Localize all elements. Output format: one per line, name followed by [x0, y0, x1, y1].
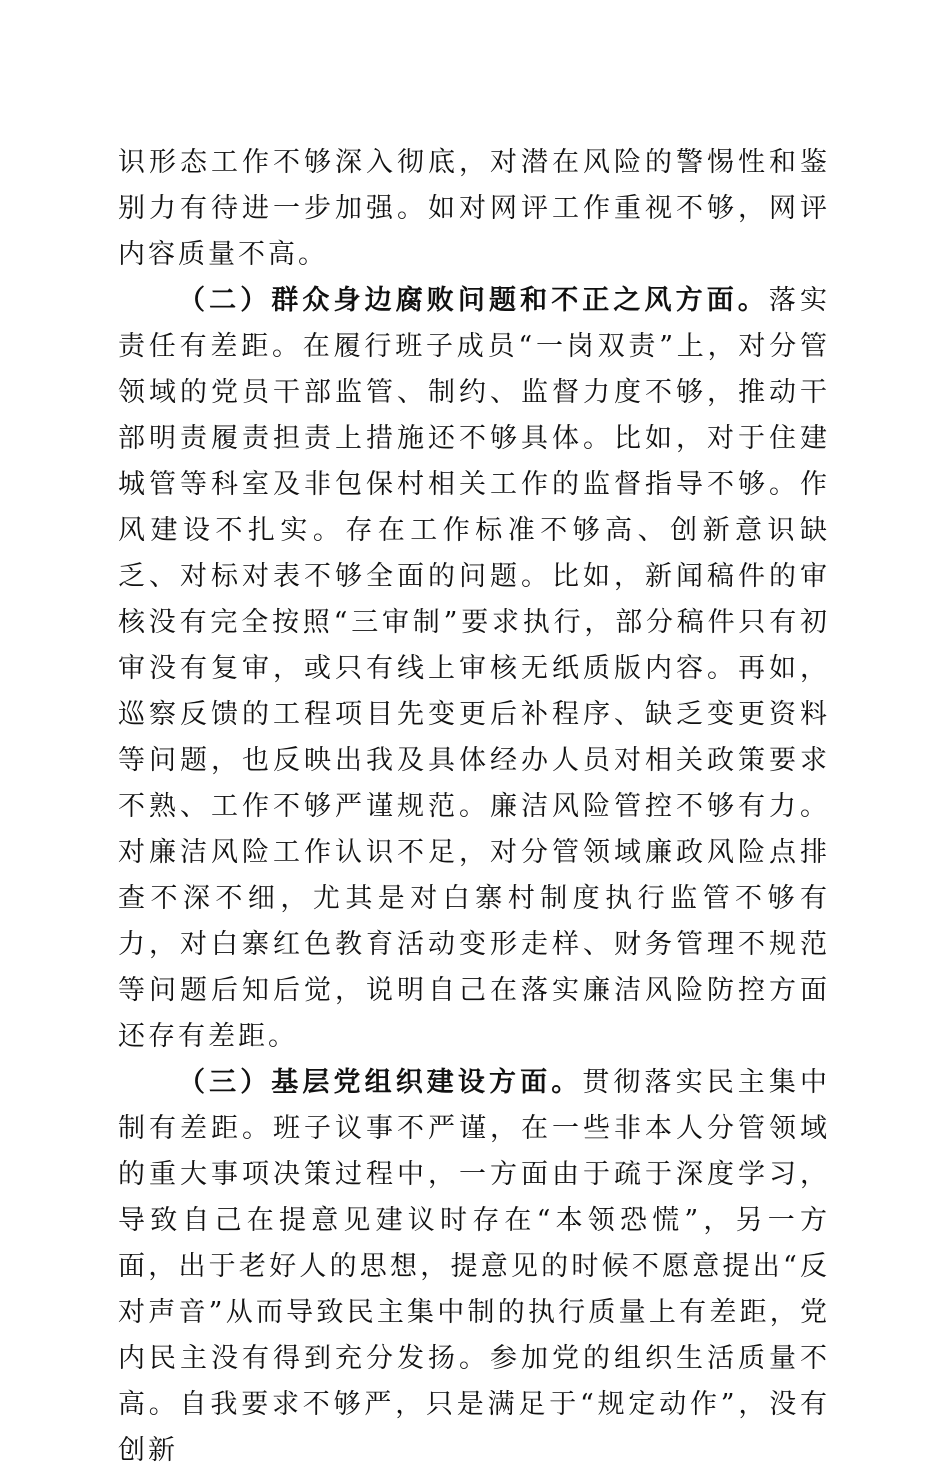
section-heading: （二）群众身边腐败问题和不正之风方面。 — [178, 285, 769, 316]
paragraph-section-2 — [118, 278, 830, 1060]
paragraph-text: 贯彻落实民主集中制有差距。班子议事不严谨，在一些非本人分管领域的重大事项决策过程中，一方面由于疏于深度学习，导致自己在提意见建议时存在“本领恐慌”，另一方面，出于老好人的思想，提意见的时候不愿意提出“反对声音”从而导致民主集中制的执行质量上有差距，党内民主没有得到充分发扬。参加党的组织生活质量不高。自我要求不够严，只是满足于“规定动作”，没有创新 — [118, 1067, 831, 1466]
paragraph-text: 识形态工作不够深入彻底，对潜在风险的警惕性和鉴别力有待进一步加强。如对网评工作重视不够，网评内容质量不高。 — [118, 147, 830, 270]
paragraph-section-3 — [118, 1060, 830, 1474]
paragraph-continuation — [118, 140, 830, 278]
document-body — [118, 140, 830, 1474]
section-heading: （三）基层党组织建设方面。 — [178, 1067, 583, 1098]
paragraph-text: 落实责任有差距。在履行班子成员“一岗双责”上，对分管领域的党员干部监管、制约、监督力度不够，推动干部明责履责担责上措施还不够具体。比如，对于住建城管等科室及非包保村相关工作的监督指导不够。作风建设不扎实。存在工作标准不够高、创新意识缺乏、对标对表不够全面的问题。比如，新闻稿件的审核没有完全按照“三审制”要求执行，部分稿件只有初审没有复审，或只有线上审核无纸质版内容。再如，巡察反馈的工程项目先变更后补程序、缺乏变更资料等问题，也反映出我及具体经办人员对相关政策要求不熟、工作不够严谨规范。廉洁风险管控不够有力。对廉洁风险工作认识不足，对分管领域廉政风险点排查不深不细，尤其是对白寨村制度执行监管不够有力，对白寨红色教育活动变形走样、财务管理不规范等问题后知后觉，说明自己在落实廉洁风险防控方面还存有差距。 — [118, 285, 831, 1052]
